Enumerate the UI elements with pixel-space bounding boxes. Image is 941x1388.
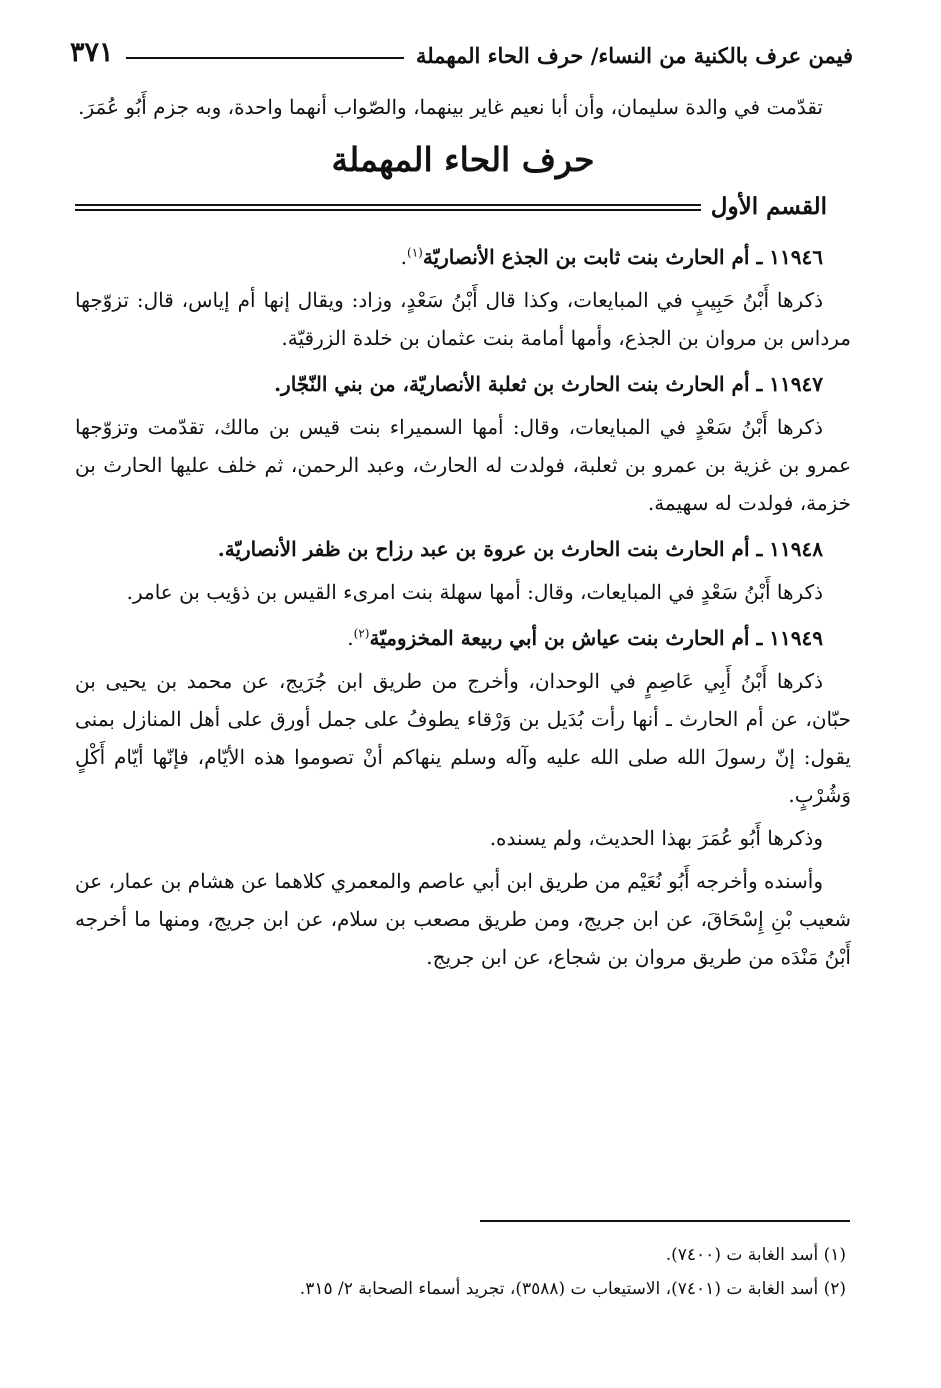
entry-paragraph: ذكرها أَبْنُ سَعْدٍ في المبايعات، وقال: أمها السميراء بنت قيس بن مالك، تقدّمت وتزوّجها عمرو بن غزية بن عمرو بن ثعلبة، فولدت له الحارث، وعبد الرحمن، ثم خلف عليها الحارث بن خزمة، فولدت له سهيمة. — [75, 415, 851, 515]
entry-paragraph: ذكرها أَبْنُ حَبِيبٍ في المبايعات، وكذا قال أَبْنُ سَعْدٍ، وزاد: ويقال إنها أم إياس، قال: تزوّجها مرداس بن مروان بن الجذع، وأمها أمامة بنت عثمان بن خلدة الزرقيّة. — [75, 288, 851, 350]
chapter-title: حرف الحاء المهملة — [331, 140, 595, 179]
footnote-marker: (٢) — [353, 626, 370, 641]
entry-heading-text: ١١٩٤٩ ـ أم الحارث بنت عياش بن أبي ربيعة المخزوميّة — [369, 626, 823, 650]
entry-heading — [75, 619, 851, 657]
page-body — [75, 88, 851, 981]
entry-paragraph: وذكرها أَبُو عُمَرَ بهذا الحديث، ولم يسنده. — [489, 826, 823, 850]
entry-paragraph: ذكرها أَبْنُ سَعْدٍ في المبايعات، وقال: أمها سهلة بنت امرىء القيس بن ذؤيب بن عامر. — [126, 580, 823, 604]
entry-heading-text: ١١٩٤٦ ـ أم الحارث بنت ثابت بن الجذع الأنصاريّة — [422, 245, 823, 269]
header-rule — [126, 57, 404, 59]
entry-heading-text: ١١٩٤٧ ـ أم الحارث بنت الحارث بن ثعلبة الأنصاريّة، من بني النّجّار. — [274, 372, 823, 396]
intro-paragraph: تقدّمت في والدة سليمان، وأن أبا نعيم غاير بينهما، والصّواب أنهما واحدة، وبه جزم أَبُو عُمَرَ. — [78, 95, 823, 119]
running-header — [70, 28, 853, 68]
entry-paragraph: ذكرها أَبْنُ أَبِي عَاصِمٍ في الوحدان، وأخرج من طريق ابن جُرَيج، عن محمد بن يحيى بن حبّان، عن أم الحارث ـ أنها رأت بُدَيل بن وَرْقاء يطوفُ على جمل أورق على أهل المنازل بمنى يقول: إنّ رسولَ الله صلى الله عليه وآله وسلم ينهاكم أنْ تصوموا هذه الأيّام، فإنّها أيّام أَكْلٍ وَشُرْبٍ. — [75, 669, 851, 807]
entry-heading — [75, 238, 851, 276]
entry-heading-text: ١١٩٤٨ ـ أم الحارث بنت الحارث بن عروة بن عبد رزاح بن ظفر الأنصاريّة. — [217, 537, 823, 561]
page-number: ٣٧١ — [70, 37, 114, 68]
entry-paragraph: وأسنده وأخرجه أَبُو نُعَيْم من طريق ابن أبي عاصم والمعمري كلاهما عن هشام بن عمار، عن شعيب بْنِ إِسْحَاقَ، عن ابن جريج، ومن طريق مصعب بن سلام، عن ابن جريج، ومنها ما أخرجه أَبْنُ مَنْدَه من طريق مروان بن شجاع، عن ابن جريج. — [75, 869, 851, 969]
section-divider — [75, 190, 851, 224]
running-header-title: فيمن عرف بالكنية من النساء/ حرف الحاء المهملة — [415, 43, 853, 68]
section-rule-double — [75, 204, 701, 211]
footnote: (١) أسد الغابة ت (٧٤٠٠). — [665, 1245, 846, 1265]
footnotes — [75, 1238, 846, 1306]
footnote: (٢) أسد الغابة ت (٧٤٠١)، الاستيعاب ت (٣٥٨٨)، تجريد أسماء الصحابة ٢/ ٣١٥. — [299, 1279, 846, 1299]
footnote-rule — [480, 1220, 850, 1222]
entry-heading — [75, 365, 851, 403]
footnote-marker: (١) — [407, 245, 423, 260]
entry-heading-tail: . — [347, 626, 354, 650]
section-label: القسم الأول — [710, 193, 827, 220]
entry-heading-tail: . — [400, 245, 407, 269]
entry-heading — [75, 530, 851, 568]
